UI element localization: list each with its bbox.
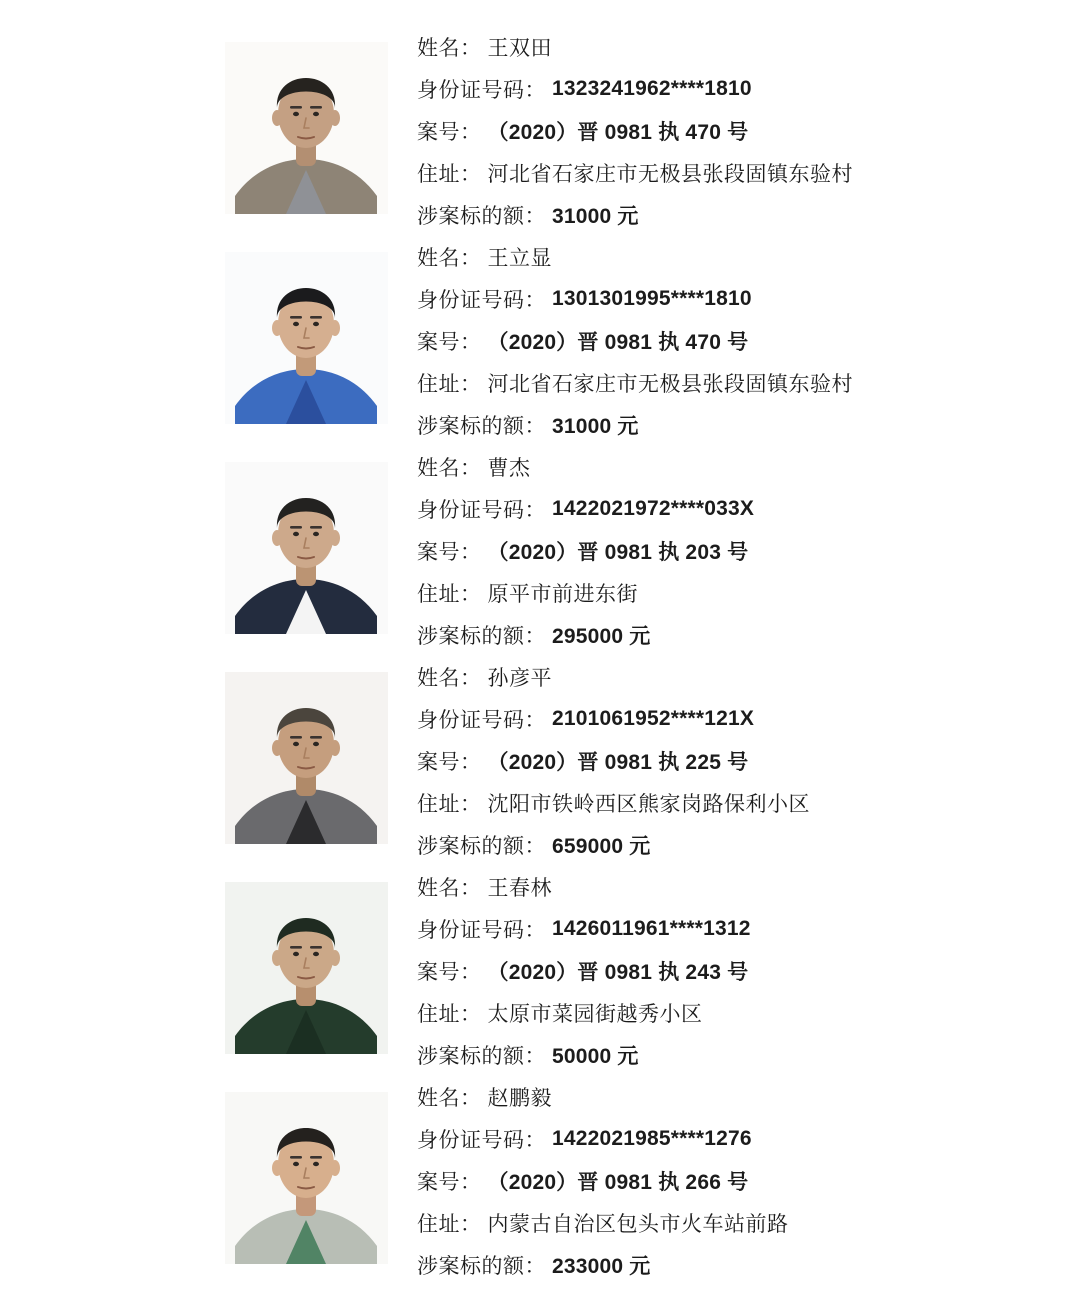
debtor-entry — [225, 1076, 1080, 1286]
address-label: 住址： — [417, 163, 482, 186]
name-value: 王立显 — [487, 247, 552, 270]
id-photo — [225, 672, 388, 844]
amount-label: 涉案标的额： — [417, 625, 546, 648]
amount-label: 涉案标的额： — [417, 1255, 546, 1278]
id-number-value: 2101061952****121X — [552, 707, 755, 730]
portrait-illustration — [225, 462, 388, 634]
name-value: 曹杰 — [487, 457, 531, 480]
address-line — [417, 152, 1080, 194]
id-number-label: 身份证号码： — [417, 499, 546, 522]
name-value: 孙彦平 — [487, 667, 552, 690]
name-value: 王春林 — [487, 877, 552, 900]
address-line — [417, 1202, 1080, 1244]
debtor-details — [417, 446, 1080, 656]
name-value: 赵鹏毅 — [487, 1087, 552, 1110]
debtor-list — [225, 26, 1080, 1286]
amount-value: 50000 元 — [552, 1045, 639, 1068]
id-number-line — [417, 908, 1080, 950]
name-line — [417, 446, 1080, 488]
case-number-value: （2020）晋 0981 执 225 号 — [487, 751, 749, 774]
amount-value: 31000 元 — [552, 415, 639, 438]
case-number-value: （2020）晋 0981 执 243 号 — [487, 961, 749, 984]
case-number-value: （2020）晋 0981 执 203 号 — [487, 541, 749, 564]
name-line — [417, 866, 1080, 908]
address-value: 沈阳市铁岭西区熊家岗路保利小区 — [487, 793, 810, 816]
id-number-label: 身份证号码： — [417, 79, 546, 102]
amount-line — [417, 614, 1080, 656]
address-line — [417, 992, 1080, 1034]
amount-value: 659000 元 — [552, 835, 651, 858]
case-number-value: （2020）晋 0981 执 266 号 — [487, 1171, 749, 1194]
amount-value: 233000 元 — [552, 1255, 651, 1278]
case-number-line — [417, 950, 1080, 992]
name-line — [417, 26, 1080, 68]
name-label: 姓名： — [417, 247, 482, 270]
debtor-details — [417, 866, 1080, 1076]
address-line — [417, 362, 1080, 404]
name-label: 姓名： — [417, 37, 482, 60]
amount-label: 涉案标的额： — [417, 835, 546, 858]
debtor-entry — [225, 236, 1080, 446]
id-number-line — [417, 698, 1080, 740]
portrait-illustration — [225, 42, 388, 214]
amount-label: 涉案标的额： — [417, 205, 546, 228]
amount-value: 295000 元 — [552, 625, 651, 648]
id-photo — [225, 252, 388, 424]
address-value: 太原市菜园街越秀小区 — [487, 1003, 703, 1026]
case-number-value: （2020）晋 0981 执 470 号 — [487, 331, 749, 354]
debtor-entry — [225, 656, 1080, 866]
case-number-line — [417, 530, 1080, 572]
case-number-line — [417, 320, 1080, 362]
id-number-label: 身份证号码： — [417, 709, 546, 732]
portrait-illustration — [225, 252, 388, 424]
address-label: 住址： — [417, 793, 482, 816]
case-number-value: （2020）晋 0981 执 470 号 — [487, 121, 749, 144]
amount-line — [417, 824, 1080, 866]
id-photo — [225, 882, 388, 1054]
address-value: 原平市前进东街 — [487, 583, 638, 606]
id-number-label: 身份证号码： — [417, 919, 546, 942]
debtor-entry — [225, 446, 1080, 656]
id-number-line — [417, 1118, 1080, 1160]
address-label: 住址： — [417, 1213, 482, 1236]
name-line — [417, 656, 1080, 698]
id-number-value: 1422021985****1276 — [552, 1127, 752, 1150]
id-number-label: 身份证号码： — [417, 1129, 546, 1152]
case-number-line — [417, 740, 1080, 782]
debtor-details — [417, 236, 1080, 446]
address-value: 河北省石家庄市无极县张段固镇东验村 — [487, 373, 853, 396]
id-number-value: 1323241962****1810 — [552, 77, 752, 100]
amount-value: 31000 元 — [552, 205, 639, 228]
case-number-label: 案号： — [417, 961, 482, 984]
address-label: 住址： — [417, 373, 482, 396]
name-value: 王双田 — [487, 37, 552, 60]
id-photo — [225, 42, 388, 214]
debtor-entry — [225, 26, 1080, 236]
debtor-entry — [225, 866, 1080, 1076]
case-number-label: 案号： — [417, 751, 482, 774]
address-label: 住址： — [417, 1003, 482, 1026]
id-number-line — [417, 68, 1080, 110]
portrait-illustration — [225, 672, 388, 844]
case-number-line — [417, 110, 1080, 152]
id-number-value: 1422021972****033X — [552, 497, 755, 520]
amount-line — [417, 404, 1080, 446]
amount-line — [417, 194, 1080, 236]
id-number-line — [417, 278, 1080, 320]
address-value: 河北省石家庄市无极县张段固镇东验村 — [487, 163, 853, 186]
portrait-illustration — [225, 1092, 388, 1264]
id-photo — [225, 462, 388, 634]
address-value: 内蒙古自治区包头市火车站前路 — [487, 1213, 789, 1236]
id-number-value: 1426011961****1312 — [552, 917, 751, 940]
address-label: 住址： — [417, 583, 482, 606]
amount-label: 涉案标的额： — [417, 415, 546, 438]
address-line — [417, 782, 1080, 824]
name-line — [417, 236, 1080, 278]
name-label: 姓名： — [417, 457, 482, 480]
amount-label: 涉案标的额： — [417, 1045, 546, 1068]
name-line — [417, 1076, 1080, 1118]
id-number-line — [417, 488, 1080, 530]
name-label: 姓名： — [417, 877, 482, 900]
case-number-label: 案号： — [417, 121, 482, 144]
debtor-details — [417, 656, 1080, 866]
case-number-line — [417, 1160, 1080, 1202]
portrait-illustration — [225, 882, 388, 1054]
debtor-details — [417, 1076, 1080, 1286]
name-label: 姓名： — [417, 667, 482, 690]
id-number-label: 身份证号码： — [417, 289, 546, 312]
id-number-value: 1301301995****1810 — [552, 287, 752, 310]
name-label: 姓名： — [417, 1087, 482, 1110]
amount-line — [417, 1034, 1080, 1076]
debtor-details — [417, 26, 1080, 236]
id-photo — [225, 1092, 388, 1264]
case-number-label: 案号： — [417, 541, 482, 564]
case-number-label: 案号： — [417, 331, 482, 354]
case-number-label: 案号： — [417, 1171, 482, 1194]
amount-line — [417, 1244, 1080, 1286]
address-line — [417, 572, 1080, 614]
